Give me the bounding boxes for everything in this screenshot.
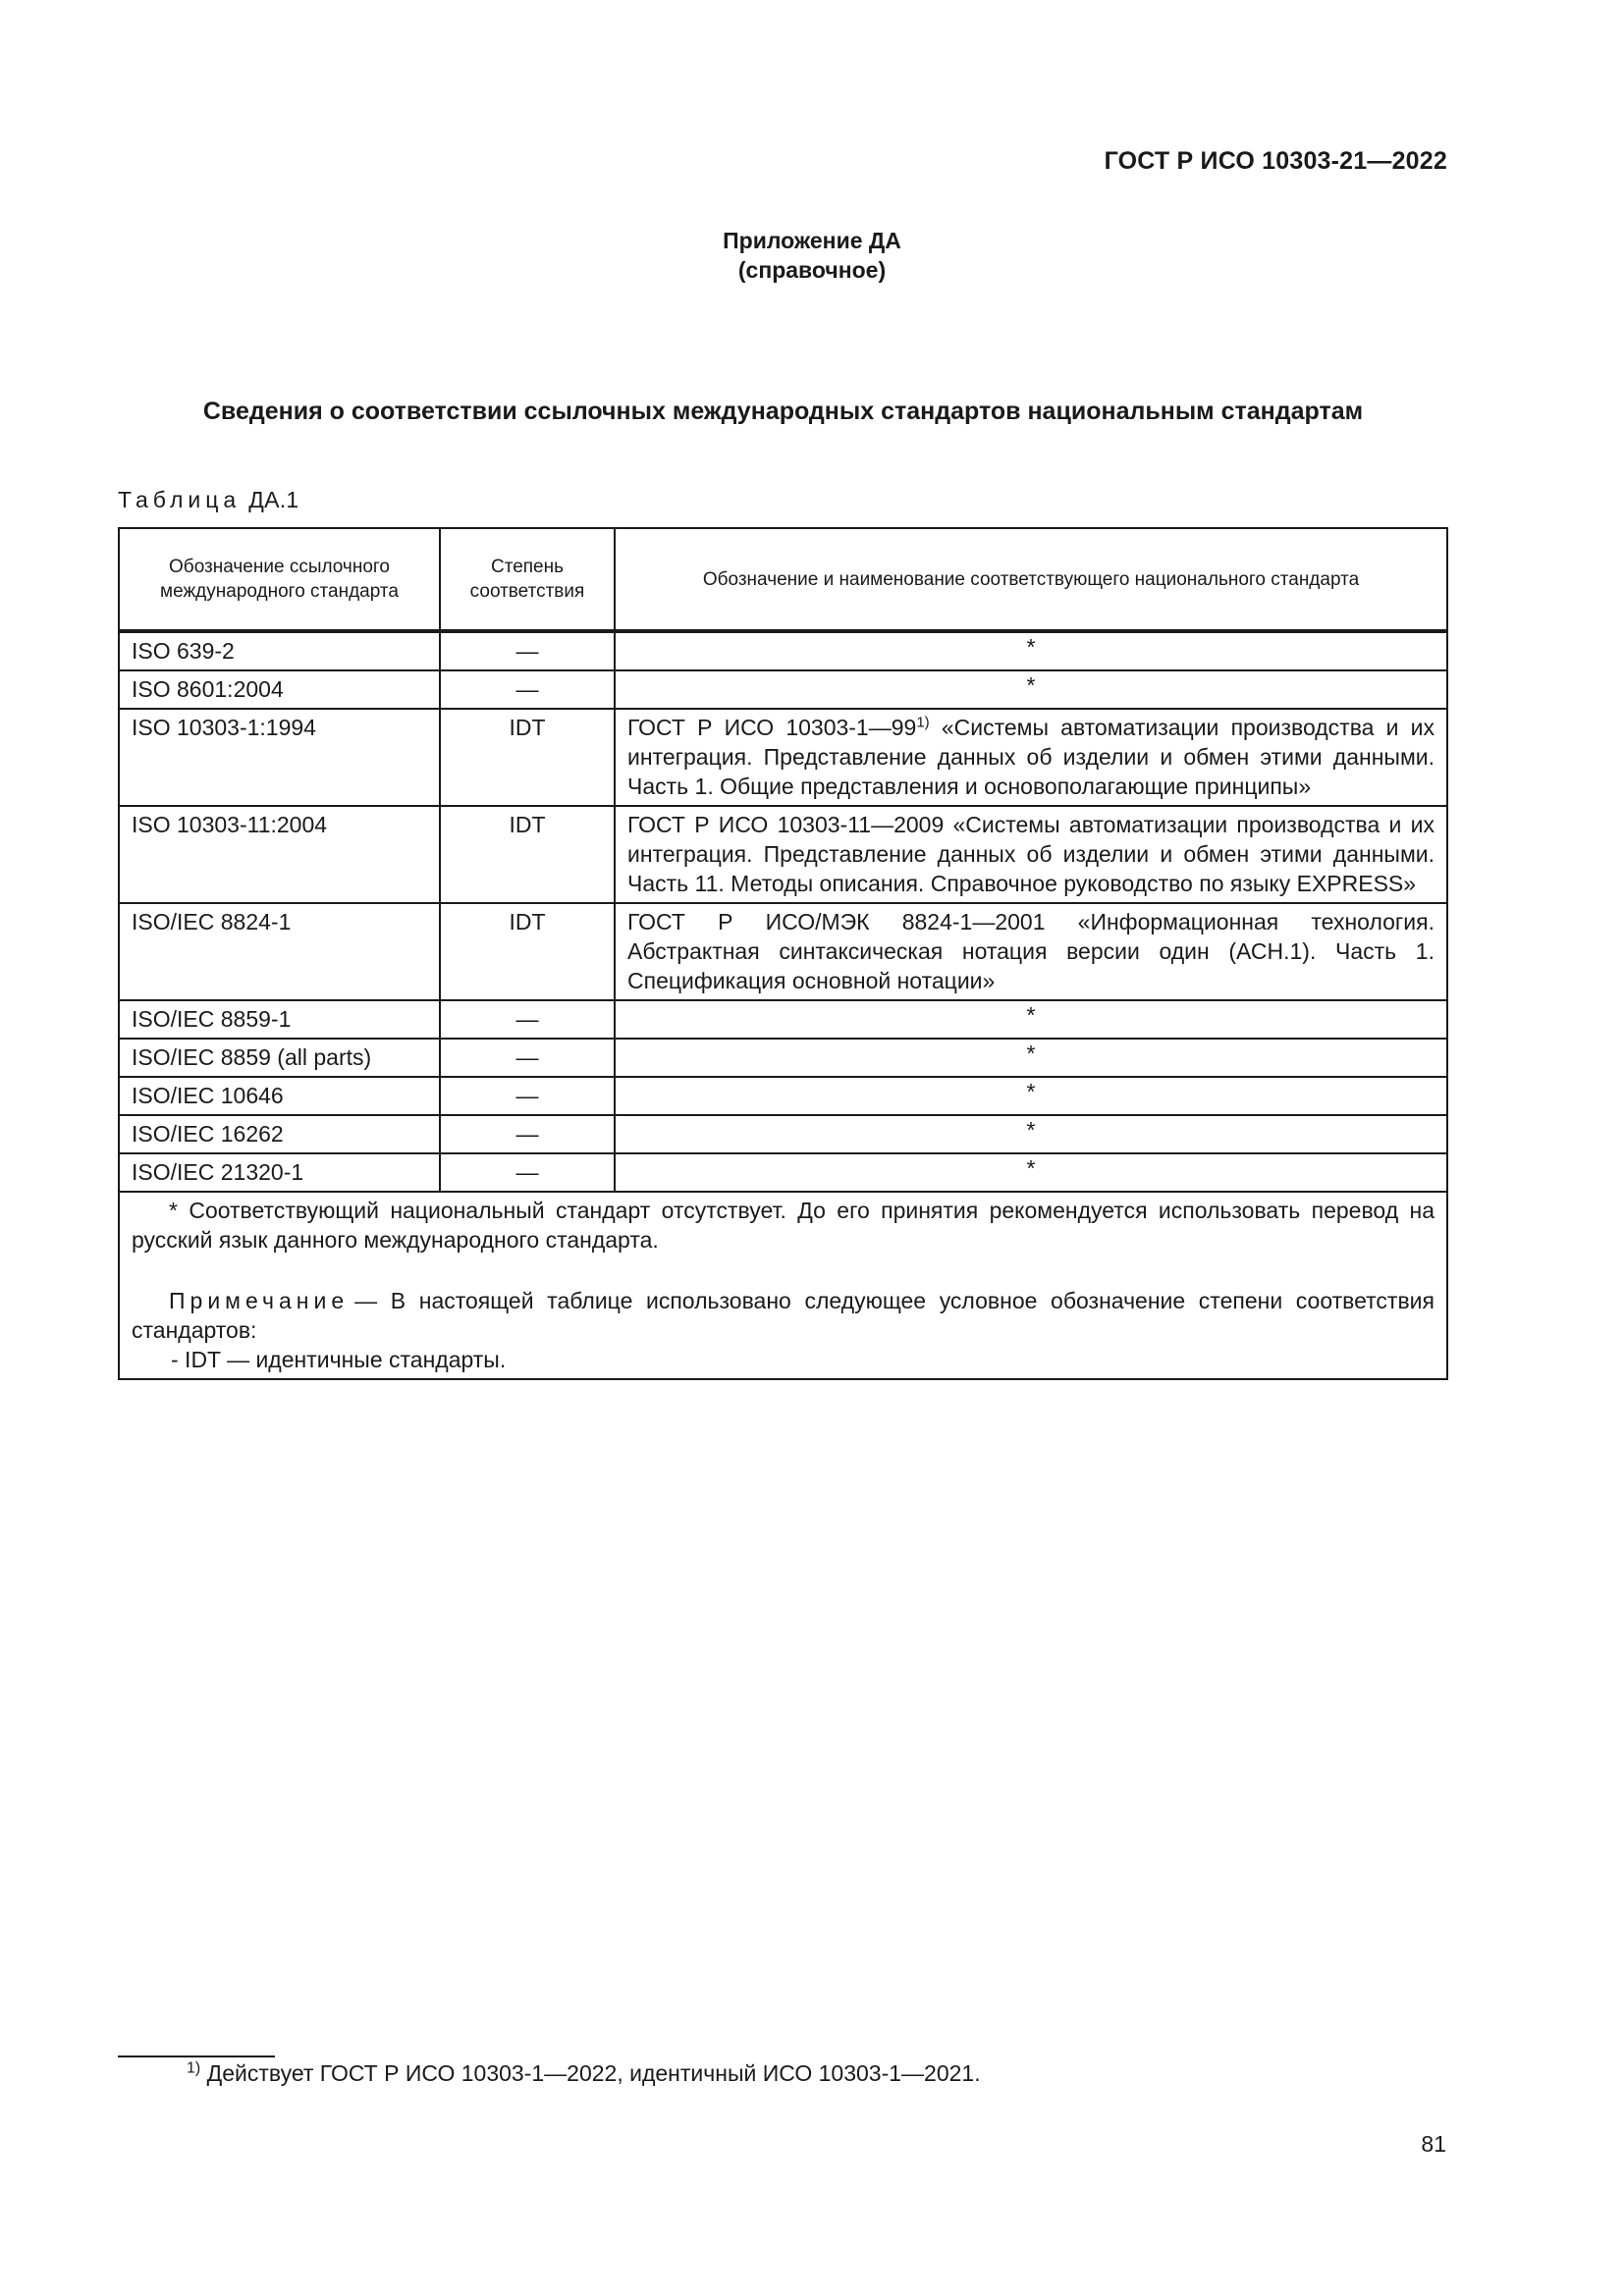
cell-reference: ISO 639-2 [119, 631, 440, 670]
cell-national: * [615, 1153, 1447, 1192]
cell-reference: ISO/IEC 16262 [119, 1115, 440, 1153]
cell-reference: ISO 8601:2004 [119, 670, 440, 709]
remark-bullet: - IDT — идентичные стандарты. [171, 1347, 507, 1372]
section-title: Сведения о соответствии ссылочных международных стандартов национальным стандартам [202, 398, 1364, 425]
cell-reference: ISO/IEC 10646 [119, 1077, 440, 1115]
table-row [119, 903, 1447, 1000]
cell-national: * [615, 1000, 1447, 1039]
header-degree: Степень соответствия [440, 528, 615, 631]
table-caption [118, 487, 299, 513]
remark-note [132, 1286, 1435, 1345]
cell-reference: ISO 10303-11:2004 [119, 806, 440, 903]
cell-national: * [615, 631, 1447, 670]
cell-reference: ISO/IEC 8859-1 [119, 1000, 440, 1039]
page-number: 81 [1421, 2131, 1446, 2157]
cell-degree: — [440, 631, 615, 670]
cell-reference: ISO/IEC 8824-1 [119, 903, 440, 1000]
table-header-row [119, 528, 1447, 631]
table-notes [119, 1192, 1447, 1379]
document-code: ГОСТ Р ИСО 10303-21—2022 [1104, 147, 1447, 175]
cell-national [615, 709, 1447, 806]
annex-heading [0, 226, 1624, 285]
table-caption-word: Таблица [118, 487, 242, 512]
table-row [119, 631, 1447, 670]
table-row [119, 1039, 1447, 1077]
table-row [119, 1115, 1447, 1153]
cell-degree: IDT [440, 709, 615, 806]
cell-reference: ISO/IEC 8859 (all parts) [119, 1039, 440, 1077]
cell-national: * [615, 1115, 1447, 1153]
cell-degree: — [440, 670, 615, 709]
cell-degree: — [440, 1039, 615, 1077]
cell-national: * [615, 670, 1447, 709]
cell-degree: — [440, 1153, 615, 1192]
table-row [119, 1077, 1447, 1115]
table-row [119, 709, 1447, 806]
footnote-ref: 1) [916, 714, 930, 731]
annex-title: Приложение ДА [723, 228, 901, 253]
cell-national: * [615, 1077, 1447, 1115]
cell-national: ГОСТ Р ИСО 10303-11—2009 «Системы автоматизации производства и их интеграция. Представление данных об изделии и обмен этими данными. Часть 11. Методы описания. Справочное руководство по языку EXPRESS» [615, 806, 1447, 903]
cell-reference: ISO 10303-1:1994 [119, 709, 440, 806]
table-notes-row [119, 1192, 1447, 1379]
asterisk-note: * Соответствующий национальный стандарт отсутствует. До его принятия рекомендуется использовать перевод на русский язык данного международного стандарта. [132, 1198, 1435, 1253]
table-row [119, 670, 1447, 709]
header-national-standard: Обозначение и наименование соответствующего национального стандарта [615, 528, 1447, 631]
footnote-text: Действует ГОСТ Р ИСО 10303-1—2022, идентичный ИСО 10303-1—2021. [200, 2060, 981, 2086]
correspondence-table [118, 527, 1448, 1380]
footnote-divider [118, 2056, 275, 2057]
national-title: «Системы автоматизации производства и их интеграция. Представление данных об изделии и обмен этими данными. Часть 1. Общие представления и основополагающие принципы» [627, 715, 1435, 799]
table-row [119, 1000, 1447, 1039]
footnote [187, 2060, 981, 2087]
cell-national: ГОСТ Р ИСО/МЭК 8824-1—2001 «Информационная технология. Абстрактная синтаксическая нотация версии один (АСН.1). Часть 1. Спецификация основной нотации» [615, 903, 1447, 1000]
table-caption-id: ДА.1 [248, 487, 299, 512]
remark-text: — В настоящей таблице использовано следующее условное обозначение степени соответствия стандартов: [132, 1288, 1435, 1343]
table-row [119, 806, 1447, 903]
annex-subtitle: (справочное) [737, 257, 887, 283]
header-reference-standard: Обозначение ссылочного международного стандарта [119, 528, 440, 631]
footnote-mark: 1) [187, 2059, 201, 2077]
cell-degree: IDT [440, 806, 615, 903]
cell-degree: — [440, 1077, 615, 1115]
cell-degree: — [440, 1115, 615, 1153]
table-row [119, 1153, 1447, 1192]
national-code: ГОСТ Р ИСО 10303-1—99 [627, 715, 917, 740]
cell-national: * [615, 1039, 1447, 1077]
remark-label: Примечание [169, 1288, 350, 1313]
cell-degree: — [440, 1000, 615, 1039]
cell-reference: ISO/IEC 21320-1 [119, 1153, 440, 1192]
cell-degree: IDT [440, 903, 615, 1000]
